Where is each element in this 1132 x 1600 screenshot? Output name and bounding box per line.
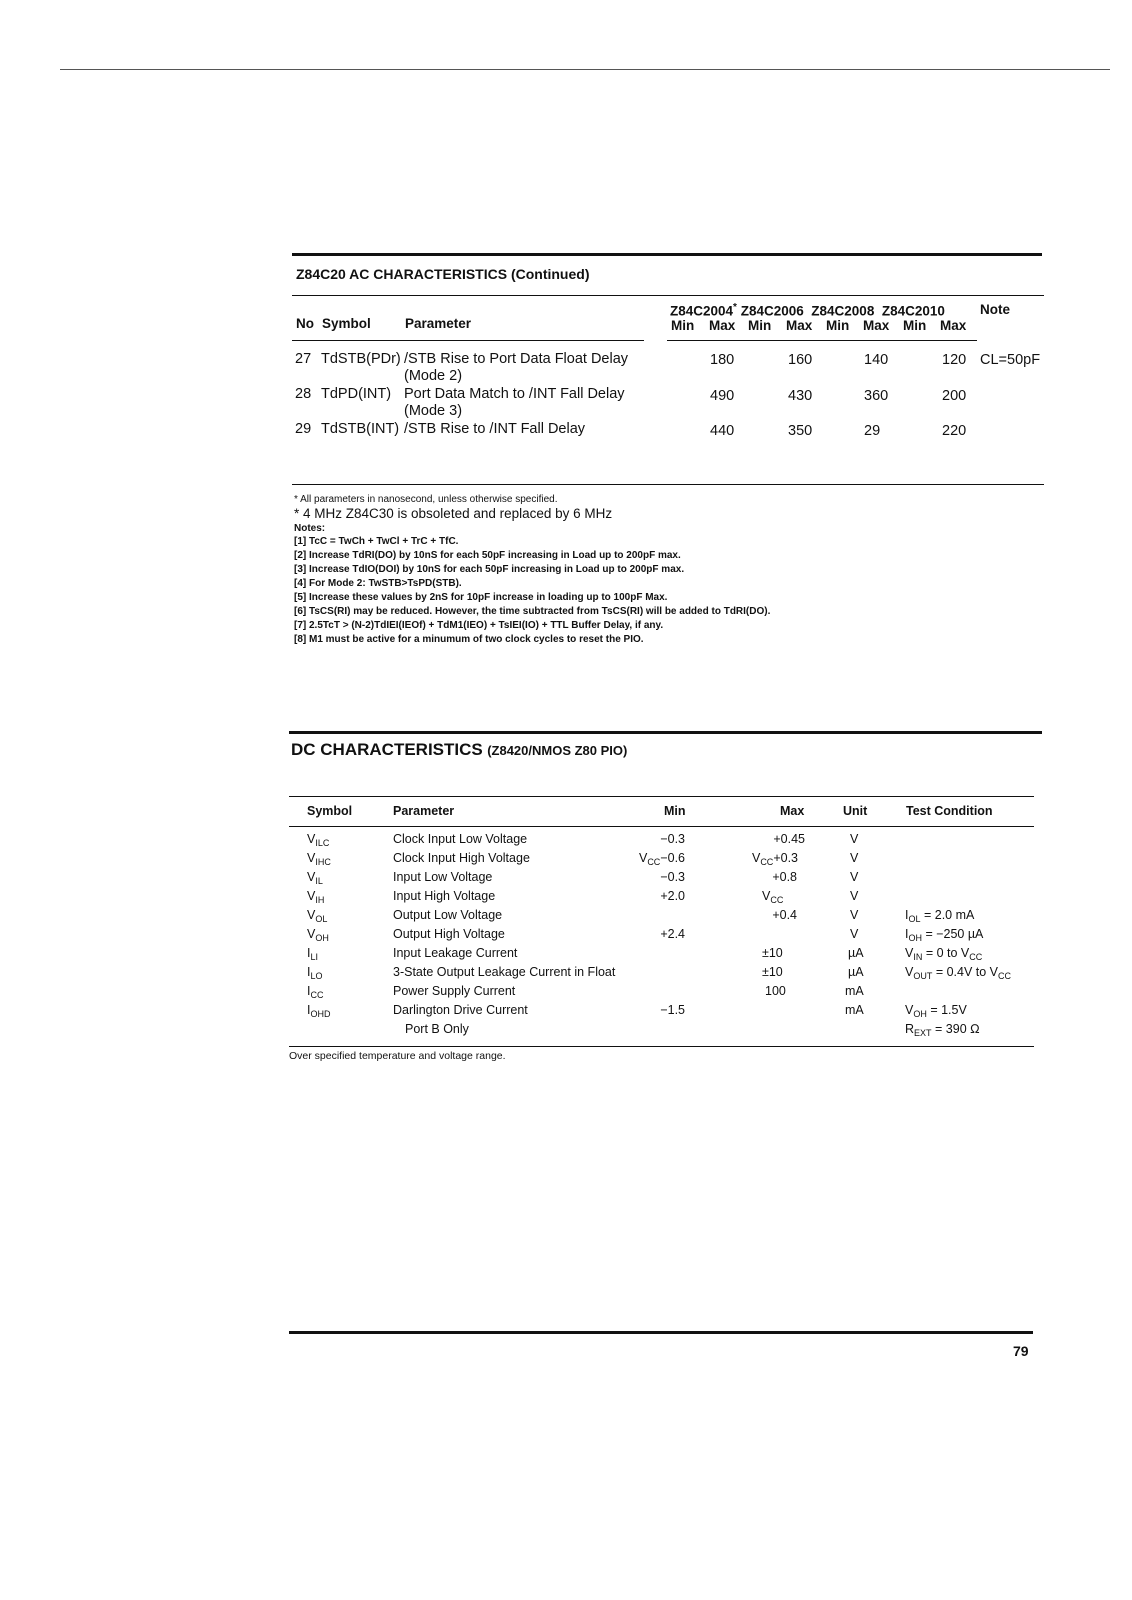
dc-min: −1.5 <box>660 1003 685 1017</box>
dc-param: Power Supply Current <box>393 984 516 998</box>
dc-test: $V_{OUT} = 0.4V$ to $V_{CC}$ <box>905 965 1012 982</box>
dc-param: Input High Voltage <box>393 889 496 903</box>
ac-v-2010: 200 <box>942 388 967 404</box>
dc-max: $V_{CC}+0.3$ <box>751 851 798 868</box>
dc-unit: µA <box>848 946 864 960</box>
dc-param: 3-State Output Leakage Current in Float <box>393 965 616 979</box>
ac-symbol: TdSTB(INT) <box>321 421 400 437</box>
dc-unit: V <box>850 832 859 846</box>
ac-max-1: Max <box>709 318 736 333</box>
dc-test: $V_{OH} = 1.5V$ <box>905 1003 967 1020</box>
dc-min: −0.3 <box>660 870 685 884</box>
dc-param: Clock Input Low Voltage <box>393 832 528 846</box>
ac-symbol: TdPD(INT) <box>321 386 392 402</box>
dc-symbol: $I_{LI}$ <box>307 946 318 963</box>
dc-title <box>291 740 627 760</box>
dc-unit: mA <box>845 1003 864 1017</box>
ac-header-bottom-rule <box>292 340 644 341</box>
dc-param: Darlington Drive Current <box>393 1003 528 1017</box>
dc-test: $R_{EXT} = 390$ Ω <box>905 1022 980 1039</box>
note-4: [4] For Mode 2: TwSTB>TsPD(STB). <box>294 578 462 589</box>
dc-row-voh <box>0 927 1132 946</box>
dc-min: +2.0 <box>660 889 685 903</box>
dc-col-max: Max <box>780 804 805 818</box>
ac-v-2006: 350 <box>788 423 813 439</box>
ac-v-2004: 180 <box>710 352 735 368</box>
ac-note: CL=50pF <box>980 352 1041 368</box>
ac-title: Z84C20 AC CHARACTERISTICS (Continued) <box>296 266 590 282</box>
ac-row-27 <box>0 351 1132 387</box>
ac-group-2008: Z84C2008 <box>811 303 875 319</box>
note-1: [1] TcC = TwCh + TwCl + TrC + TfC. <box>294 536 459 547</box>
dc-param: Output Low Voltage <box>393 908 503 922</box>
page-number: 79 <box>1013 1343 1029 1359</box>
dc-symbol: $I_{OHD}$ <box>307 1003 331 1020</box>
dc-row-ili <box>0 946 1132 965</box>
dc-title-main: DC CHARACTERISTICS <box>291 740 483 759</box>
dc-symbol: $V_{IHC}$ <box>307 851 331 868</box>
ac-group-asterisk: * <box>733 302 737 313</box>
ac-symbol: TdSTB(PDr) <box>321 351 401 367</box>
dc-unit: V <box>850 908 859 922</box>
dc-max: $V_{CC}$ <box>762 889 784 906</box>
ac-bottom-rule <box>292 484 1044 485</box>
dc-unit: V <box>850 889 859 903</box>
dc-unit: V <box>850 851 859 865</box>
dc-max: +0.4 <box>772 908 797 922</box>
ac-no: 28 <box>295 386 312 402</box>
note-2: [2] Increase TdRI(DO) by 10nS for each 50pF increasing in Load up to 200pF max. <box>294 550 681 561</box>
dc-header-row <box>0 804 1132 822</box>
dc-symbol: $V_{IL}$ <box>307 870 323 887</box>
ac-param-mode: (Mode 3) <box>404 403 463 419</box>
note-3: [3] Increase TdIO(DOI) by 10nS for each 50pF increasing in Load up to 200pF max. <box>294 564 685 575</box>
ac-header-rule <box>292 295 1044 296</box>
dc-unit: V <box>850 927 859 941</box>
dc-symbol: $V_{IH}$ <box>307 889 325 906</box>
dc-bottom-rule <box>289 1046 1034 1047</box>
dc-param: Clock Input High Voltage <box>393 851 530 865</box>
dc-header-bottom-rule <box>289 826 1034 827</box>
dc-max: +0.45 <box>773 832 805 846</box>
ac-param: /STB Rise to /INT Fall Delay <box>404 421 586 437</box>
top-rule <box>60 69 1110 70</box>
ac-max-2: Max <box>786 318 813 333</box>
ac-group-2006: Z84C2006 <box>740 303 804 319</box>
note-8: [8] M1 must be active for a minumum of two clock cycles to reset the PIO. <box>294 634 644 645</box>
notes-label: Notes: <box>294 523 326 534</box>
ac-col-note: Note <box>980 302 1010 317</box>
ac-v-2004: 490 <box>710 388 735 404</box>
dc-symbol: $V_{ILC}$ <box>307 832 330 849</box>
dc-test: $V_{IN} = 0$ to $V_{CC}$ <box>905 946 983 963</box>
ac-v-2008: 360 <box>864 388 889 404</box>
ac-max-4: Max <box>940 318 967 333</box>
dc-col-min: Min <box>664 804 686 818</box>
note-5: [5] Increase these values by 2nS for 10pF increase in loading up to 100pF Max. <box>294 592 668 603</box>
dc-min: +2.4 <box>660 927 685 941</box>
note-7: [7] 2.5TcT > (N-2)TdIEI(IEOf) + TdM1(IEO) + TsIEI(IO) + TTL Buffer Delay, if any. <box>294 620 664 631</box>
dc-symbol: $I_{LO}$ <box>307 965 323 982</box>
ac-max-3: Max <box>863 318 890 333</box>
dc-min: −0.3 <box>660 832 685 846</box>
dc-symbol: $V_{OH}$ <box>307 927 329 944</box>
dc-header-top-rule <box>289 796 1034 797</box>
ac-no: 27 <box>295 351 312 367</box>
ac-v-2008: 29 <box>864 423 881 439</box>
dc-col-symbol: Symbol <box>307 804 353 818</box>
ac-param: /STB Rise to Port Data Float Delay <box>404 351 629 367</box>
dc-top-rule <box>289 731 1042 734</box>
ac-row-28 <box>0 386 1132 422</box>
ac-top-rule <box>292 253 1042 256</box>
dc-row-vol <box>0 908 1132 927</box>
ac-header-bottom-rule-right <box>667 340 977 341</box>
dc-row-portb <box>0 1022 1132 1041</box>
dc-max: ±10 <box>762 965 783 979</box>
dc-param: Port B Only <box>405 1022 469 1036</box>
ac-col-symbol: Symbol <box>322 316 371 331</box>
dc-param: Input Low Voltage <box>393 870 493 884</box>
dc-test: $I_{OH} = -250$ µA <box>905 927 984 944</box>
dc-max: ±10 <box>762 946 783 960</box>
ac-min-4: Min <box>903 318 927 333</box>
dc-col-unit: Unit <box>843 804 868 818</box>
footer-rule <box>289 1331 1033 1334</box>
dc-max: 100 <box>765 984 786 998</box>
footnote-obsolete: * 4 MHz Z84C30 is obsoleted and replaced by 6 MHz <box>294 506 613 521</box>
dc-max: +0.8 <box>772 870 797 884</box>
dc-row-icc <box>0 984 1132 1003</box>
dc-min: $V_{CC}-0.6$ <box>638 851 685 868</box>
footnote-ns: * All parameters in nanosecond, unless otherwise specified. <box>294 494 558 505</box>
dc-row-vilc <box>0 832 1132 851</box>
ac-col-parameter: Parameter <box>405 316 472 331</box>
dc-row-ilo <box>0 965 1132 984</box>
ac-v-2006: 430 <box>788 388 813 404</box>
ac-v-2006: 160 <box>788 352 813 368</box>
dc-row-vih <box>0 889 1132 908</box>
dc-footnote: Over specified temperature and voltage range. <box>289 1050 506 1062</box>
footnotes <box>294 493 1034 647</box>
ac-group-2010: Z84C2010 <box>881 303 945 319</box>
dc-unit: V <box>850 870 859 884</box>
ac-param-mode: (Mode 2) <box>404 368 463 384</box>
dc-row-vihc <box>0 851 1132 870</box>
dc-symbol: $I_{CC}$ <box>307 984 324 1001</box>
dc-test: $I_{OL} = 2.0$ mA <box>905 908 975 925</box>
ac-param: Port Data Match to /INT Fall Delay <box>404 386 625 402</box>
ac-v-2010: 120 <box>942 352 967 368</box>
dc-param: Input Leakage Current <box>393 946 518 960</box>
ac-min-1: Min <box>671 318 695 333</box>
dc-row-iohd <box>0 1003 1132 1022</box>
dc-unit: mA <box>845 984 864 998</box>
ac-v-2004: 440 <box>710 423 735 439</box>
dc-param: Output High Voltage <box>393 927 505 941</box>
ac-min-3: Min <box>826 318 850 333</box>
dc-col-parameter: Parameter <box>393 804 455 818</box>
ac-group-headers <box>670 302 945 319</box>
ac-min-2: Min <box>748 318 772 333</box>
dc-row-vil <box>0 870 1132 889</box>
ac-row-29 <box>0 421 1132 441</box>
note-6: [6] TsCS(RI) may be reduced. However, the time subtracted from TsCS(RI) will be added to TdRI(DO). <box>294 606 771 617</box>
ac-no: 29 <box>295 421 312 437</box>
dc-symbol: $V_{OL}$ <box>307 908 328 925</box>
ac-col-no: No <box>296 316 314 331</box>
ac-group-2004: Z84C2004 <box>670 303 734 319</box>
dc-title-sub: (Z8420/NMOS Z80 PIO) <box>487 743 628 758</box>
ac-v-2010: 220 <box>942 423 967 439</box>
dc-col-test: Test Condition <box>906 804 993 818</box>
dc-unit: µA <box>848 965 864 979</box>
ac-v-2008: 140 <box>864 352 889 368</box>
